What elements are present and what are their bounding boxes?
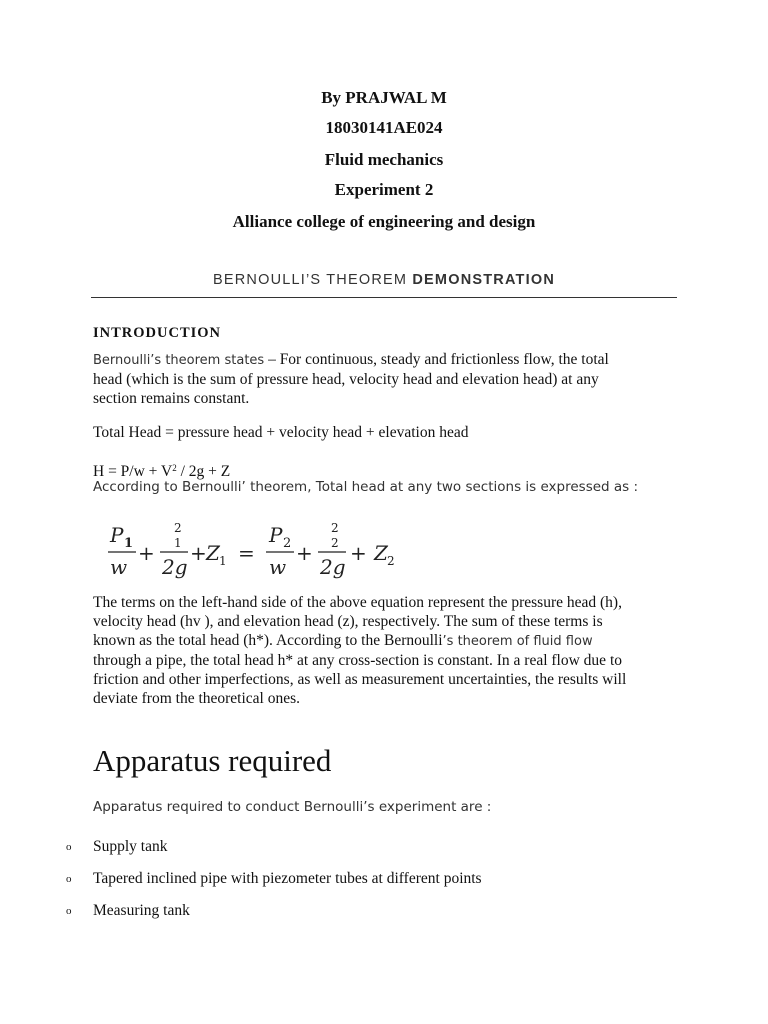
explanation-paragraph	[93, 593, 683, 708]
eq-2g-2: 2g	[320, 555, 346, 579]
eq-p1-subscript: 1	[124, 536, 134, 551]
title-part-2: DEMONSTRATION	[412, 272, 555, 288]
list-item-text: Supply tank	[93, 838, 168, 855]
eq-p2: P	[269, 523, 283, 547]
list-item	[0, 902, 768, 922]
eq-plus-2: +	[190, 541, 207, 565]
intro-line-2: head (which is the sum of pressure head, velocity head and elevation head) at any	[93, 371, 599, 388]
bullet-icon: o	[66, 905, 72, 917]
eq-v2-sub: 2	[331, 536, 339, 550]
explanation-line-4: through a pipe, the total head h* at any cross-section is constant. In a real flow due to	[93, 652, 622, 669]
eq-v1-sup: 2	[174, 521, 182, 535]
student-id: 18030141AE024	[325, 118, 443, 137]
eq-z1-sub: 1	[219, 554, 227, 568]
eq-p1: P	[110, 523, 124, 547]
bullet-icon: o	[66, 873, 72, 885]
eq-p2-subscript: 2	[283, 536, 292, 551]
explanation-line-3b: ’s theorem of fluid flow	[442, 634, 593, 649]
list-item	[0, 838, 768, 858]
according-line: According to Bernoulli’ theorem, Total head at any two sections is expressed as :	[93, 479, 639, 495]
explanation-line-6: deviate from the theoretical ones.	[93, 690, 301, 707]
subject-line: Fluid mechanics	[324, 150, 444, 169]
list-item-text: Tapered inclined pipe with piezometer tubes at different points	[93, 870, 482, 887]
explanation-line-1: The terms on the left-hand side of the above equation represent the pressure head (h),	[93, 594, 622, 611]
eq-equals: =	[238, 541, 255, 565]
bullet-icon: o	[66, 841, 72, 853]
intro-line-1	[93, 350, 683, 370]
explanation-line-2: velocity head (hv ), and elevation head (z), respectively. The sum of these terms is	[93, 613, 603, 630]
formula-part-b: / 2g + Z	[176, 463, 231, 480]
total-head-definition: Total Head = pressure head + velocity head + elevation head	[93, 424, 469, 441]
bernoulli-equation	[108, 518, 408, 582]
author-line: By PRAJWAL M	[321, 88, 447, 107]
introduction-heading: INTRODUCTION	[93, 325, 222, 341]
apparatus-heading: Apparatus required	[93, 743, 332, 778]
explanation-line-5: friction and other imperfections, as well as measurement uncertainties, the results will	[93, 671, 627, 688]
eq-v1-sub: 1	[174, 536, 182, 550]
eq-z1: Z	[206, 541, 220, 565]
eq-v2-sup: 2	[331, 521, 339, 535]
experiment-line: Experiment 2	[334, 180, 434, 199]
list-item-text: Measuring tank	[93, 902, 190, 919]
intro-paragraph	[93, 350, 683, 408]
list-item	[0, 870, 768, 890]
eq-z2-sub: 2	[387, 554, 395, 568]
intro-line-3: section remains constant.	[93, 390, 250, 407]
eq-plus-3: +	[296, 541, 313, 565]
eq-plus-4: +	[350, 541, 367, 565]
eq-w2: w	[269, 555, 287, 579]
formula-superscript: 2	[172, 463, 177, 473]
explanation-line-3	[93, 631, 683, 651]
title-divider	[91, 297, 677, 298]
eq-2g-1: 2g	[162, 555, 188, 579]
title-part-1: BERNOULLI’S THEOREM	[213, 272, 413, 288]
intro-lead: Bernoulli’s theorem states	[93, 353, 265, 368]
intro-line-1-rest: – For continuous, steady and frictionless flow, the total	[264, 351, 609, 368]
apparatus-lead: Apparatus required to conduct Bernoulli’s experiment are :	[93, 799, 492, 815]
explanation-line-3a: known as the total head (h*). According to the Bernoulli	[93, 632, 443, 649]
document-title	[0, 272, 768, 288]
eq-plus-1: +	[138, 541, 155, 565]
college-line: Alliance college of engineering and design	[232, 212, 536, 231]
eq-w1: w	[110, 555, 128, 579]
formula-part-a: H = P/w + V	[93, 463, 173, 480]
eq-z2: Z	[374, 541, 388, 565]
